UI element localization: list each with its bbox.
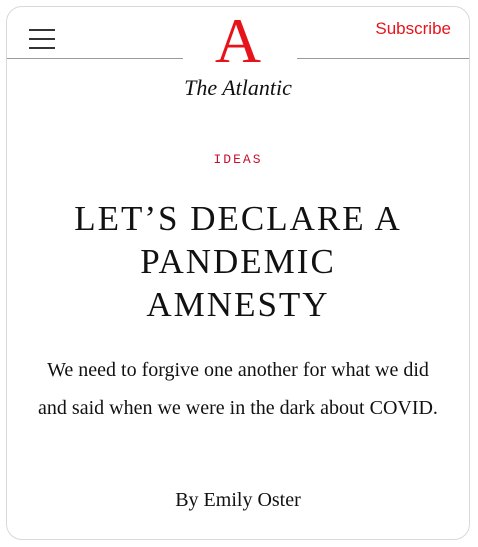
article-byline: By Emily Oster [175,489,301,511]
headline-line: PANDEMIC [140,242,336,281]
section-label[interactable]: IDEAS [213,152,263,167]
article-subhead: We need to forgive one another for what we did and said when we were in the dark about COVID. [38,359,438,419]
subscribe-link[interactable]: Subscribe [375,19,451,38]
headline-line: AMNESTY [146,285,330,324]
site-wordmark[interactable]: The Atlantic [184,75,292,100]
headline-line: LET’S DECLARE A [74,199,402,238]
article-headline [27,197,449,326]
article-card [6,6,470,540]
atlantic-logo-icon[interactable]: A [214,6,262,76]
